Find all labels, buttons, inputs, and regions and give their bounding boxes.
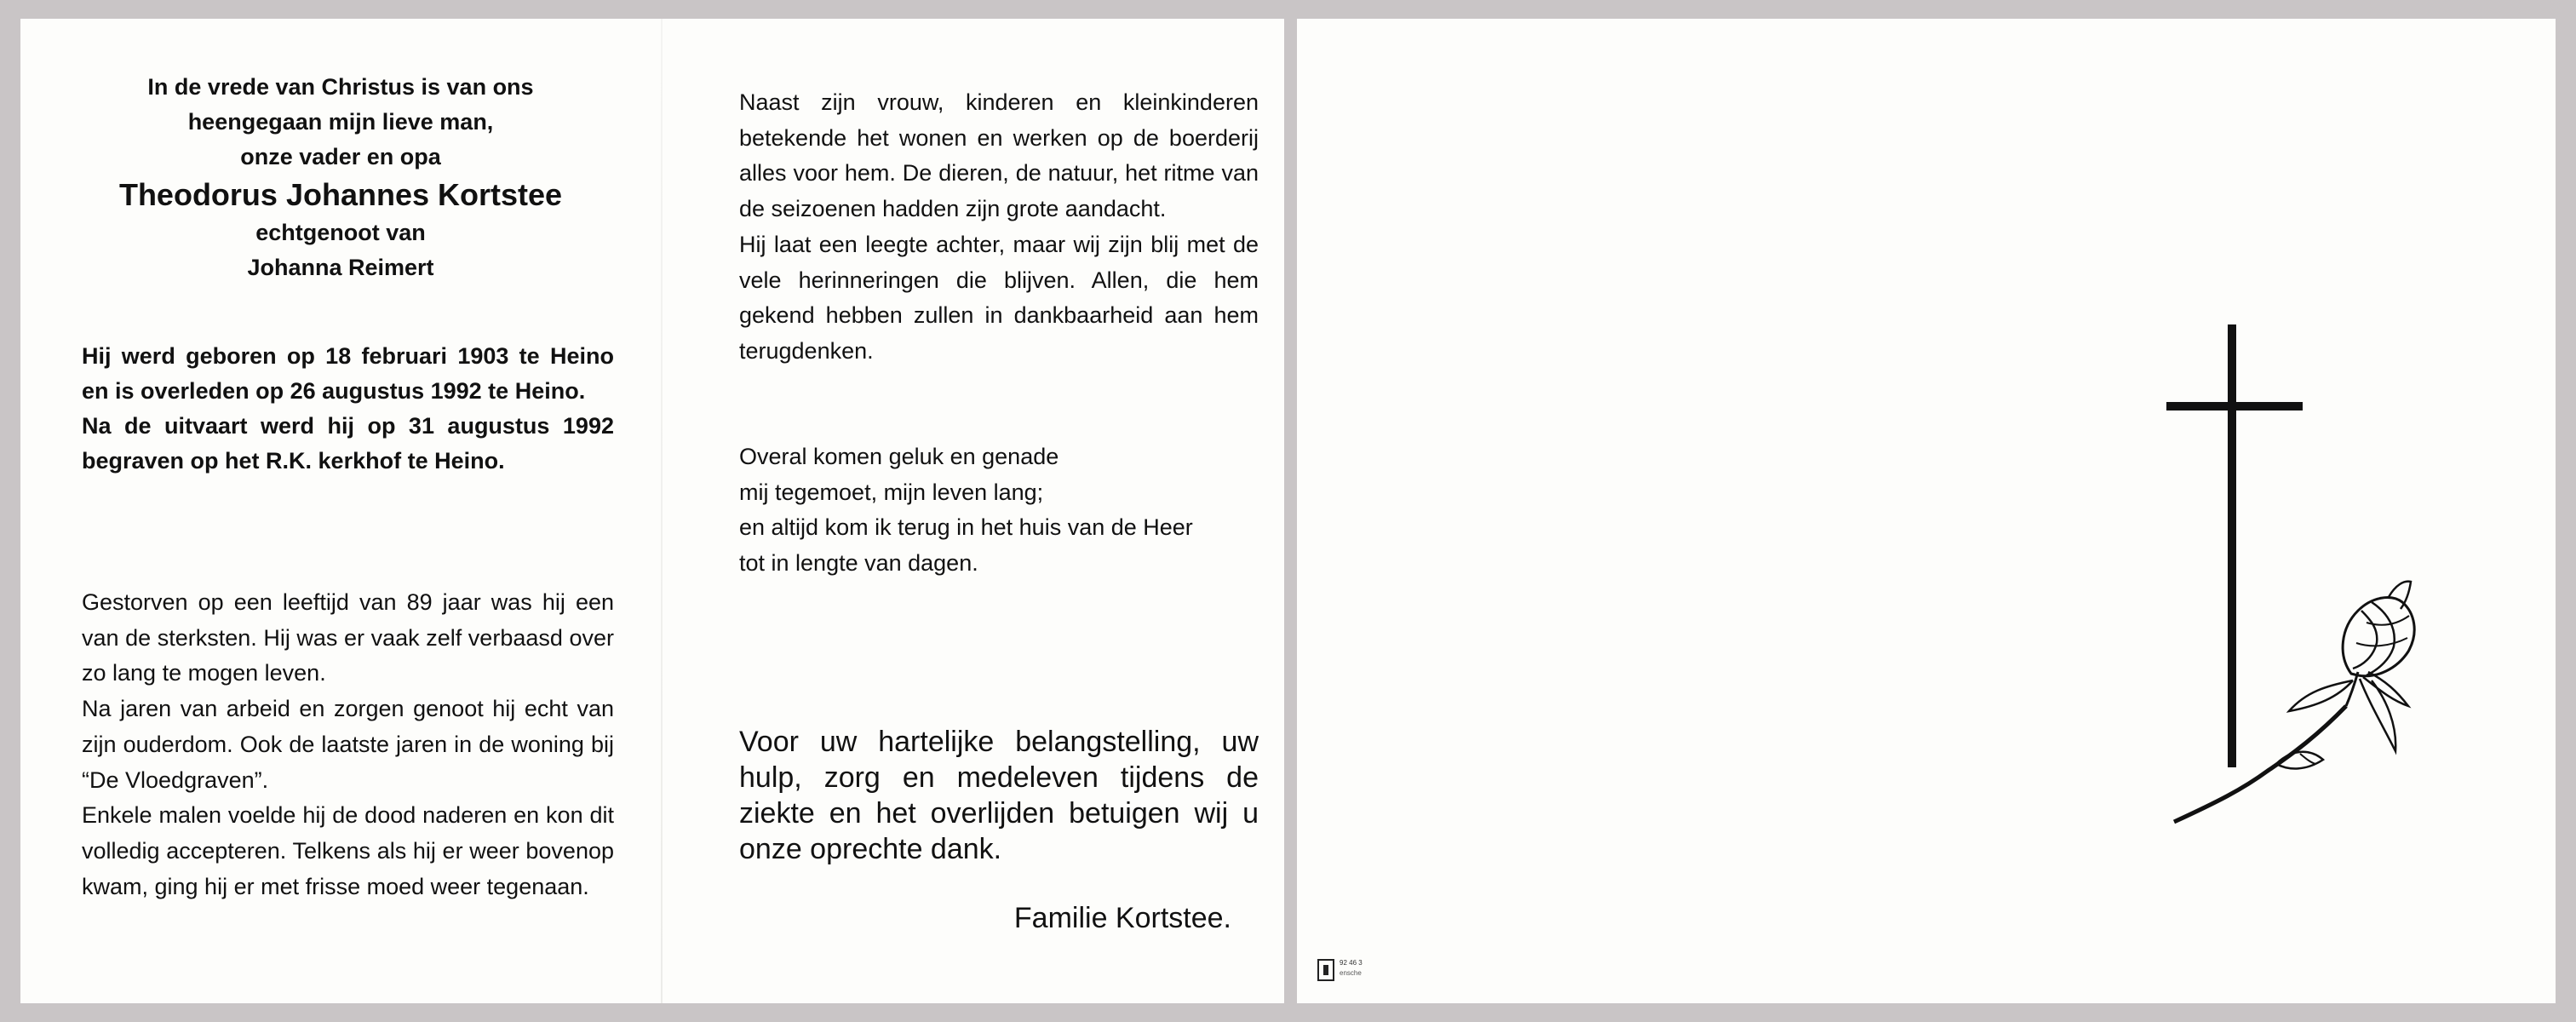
psalm-line: Overal komen geluk en genade [739, 444, 1059, 469]
printer-name: ensche [1340, 969, 1362, 977]
psalm-line: mij tegemoet, mijn leven lang; [739, 479, 1044, 505]
birth-death-text: Hij werd geboren op 18 februari 1903 te Heino en is overleden op 26 augustus 1992 te Heino. [82, 343, 614, 404]
spouse-name: Johanna Reimert [247, 255, 434, 280]
inner-card [20, 19, 1284, 1003]
announcement-line-1: In de vrede van Christus is van ons [147, 74, 534, 100]
psalm-line: tot in lengte van dagen. [739, 550, 978, 577]
right-page [663, 19, 1284, 1003]
biography-paragraph: Enkele malen voelde hij de dood naderen en kon dit volledig accepteren. Telkens als hij er weer bovenop kwam, ging hij er met frisse moed weer tegenaan. [82, 802, 614, 899]
printer-mark [1317, 957, 1420, 983]
tribute [739, 85, 1259, 370]
announcement-line-4: echtgenoot van [255, 220, 426, 245]
printer-code: 92 46 3 [1340, 959, 1363, 967]
biography [82, 585, 614, 904]
printer-logo-icon [1317, 959, 1334, 981]
psalm-verse [739, 439, 1259, 582]
announcement-line-2: heengegaan mijn lieve man, [187, 109, 494, 135]
announcement-line-3: onze vader en opa [240, 144, 441, 169]
deceased-name: Theodorus Johannes Kortstee [118, 177, 563, 212]
thanks-text: Voor uw hartelijke belangstelling, uw hulp, zorg en medeleven tijdens de ziekte en het overlijden betuigen wij u onze oprechte dank. [739, 726, 1259, 865]
family-signature: Familie Kortstee. [1013, 902, 1231, 934]
life-details [82, 339, 614, 479]
left-page [20, 19, 661, 1003]
tribute-paragraph: Hij laat een leegte achter, maar wij zijn blij met de vele herinneringen die blijven. Allen, die hem gekend hebben zullen in dankbaarheid aan hem terugdenken. [739, 231, 1259, 364]
biography-paragraph: Gestorven op een leeftijd van 89 jaar was hij een van de sterksten. Hij was er vaak zelf verbaasd over zo lang te mogen leven. [82, 589, 614, 686]
front-card [1297, 19, 2556, 1003]
psalm-line: en altijd kom ik terug in het huis van de Heer [739, 514, 1193, 541]
burial-text: Na de uitvaart werd hij op 31 augustus 1992 begraven op het R.K. kerkhof te Heino. [82, 413, 614, 474]
tribute-paragraph: Naast zijn vrouw, kinderen en kleinkinderen betekende het wonen en werken op de boerderij alles voor hem. De dieren, de natuur, het ritme van de seizoenen hadden zijn grote aandacht. [739, 89, 1259, 222]
biography-paragraph: Na jaren van arbeid en zorgen genoot hij echt van zijn ouderdom. Ook de laatste jaren in de woning bij “De Vloedgraven”. [82, 696, 614, 793]
cross-with-rose-icon [2149, 304, 2421, 841]
announcement [20, 70, 661, 285]
